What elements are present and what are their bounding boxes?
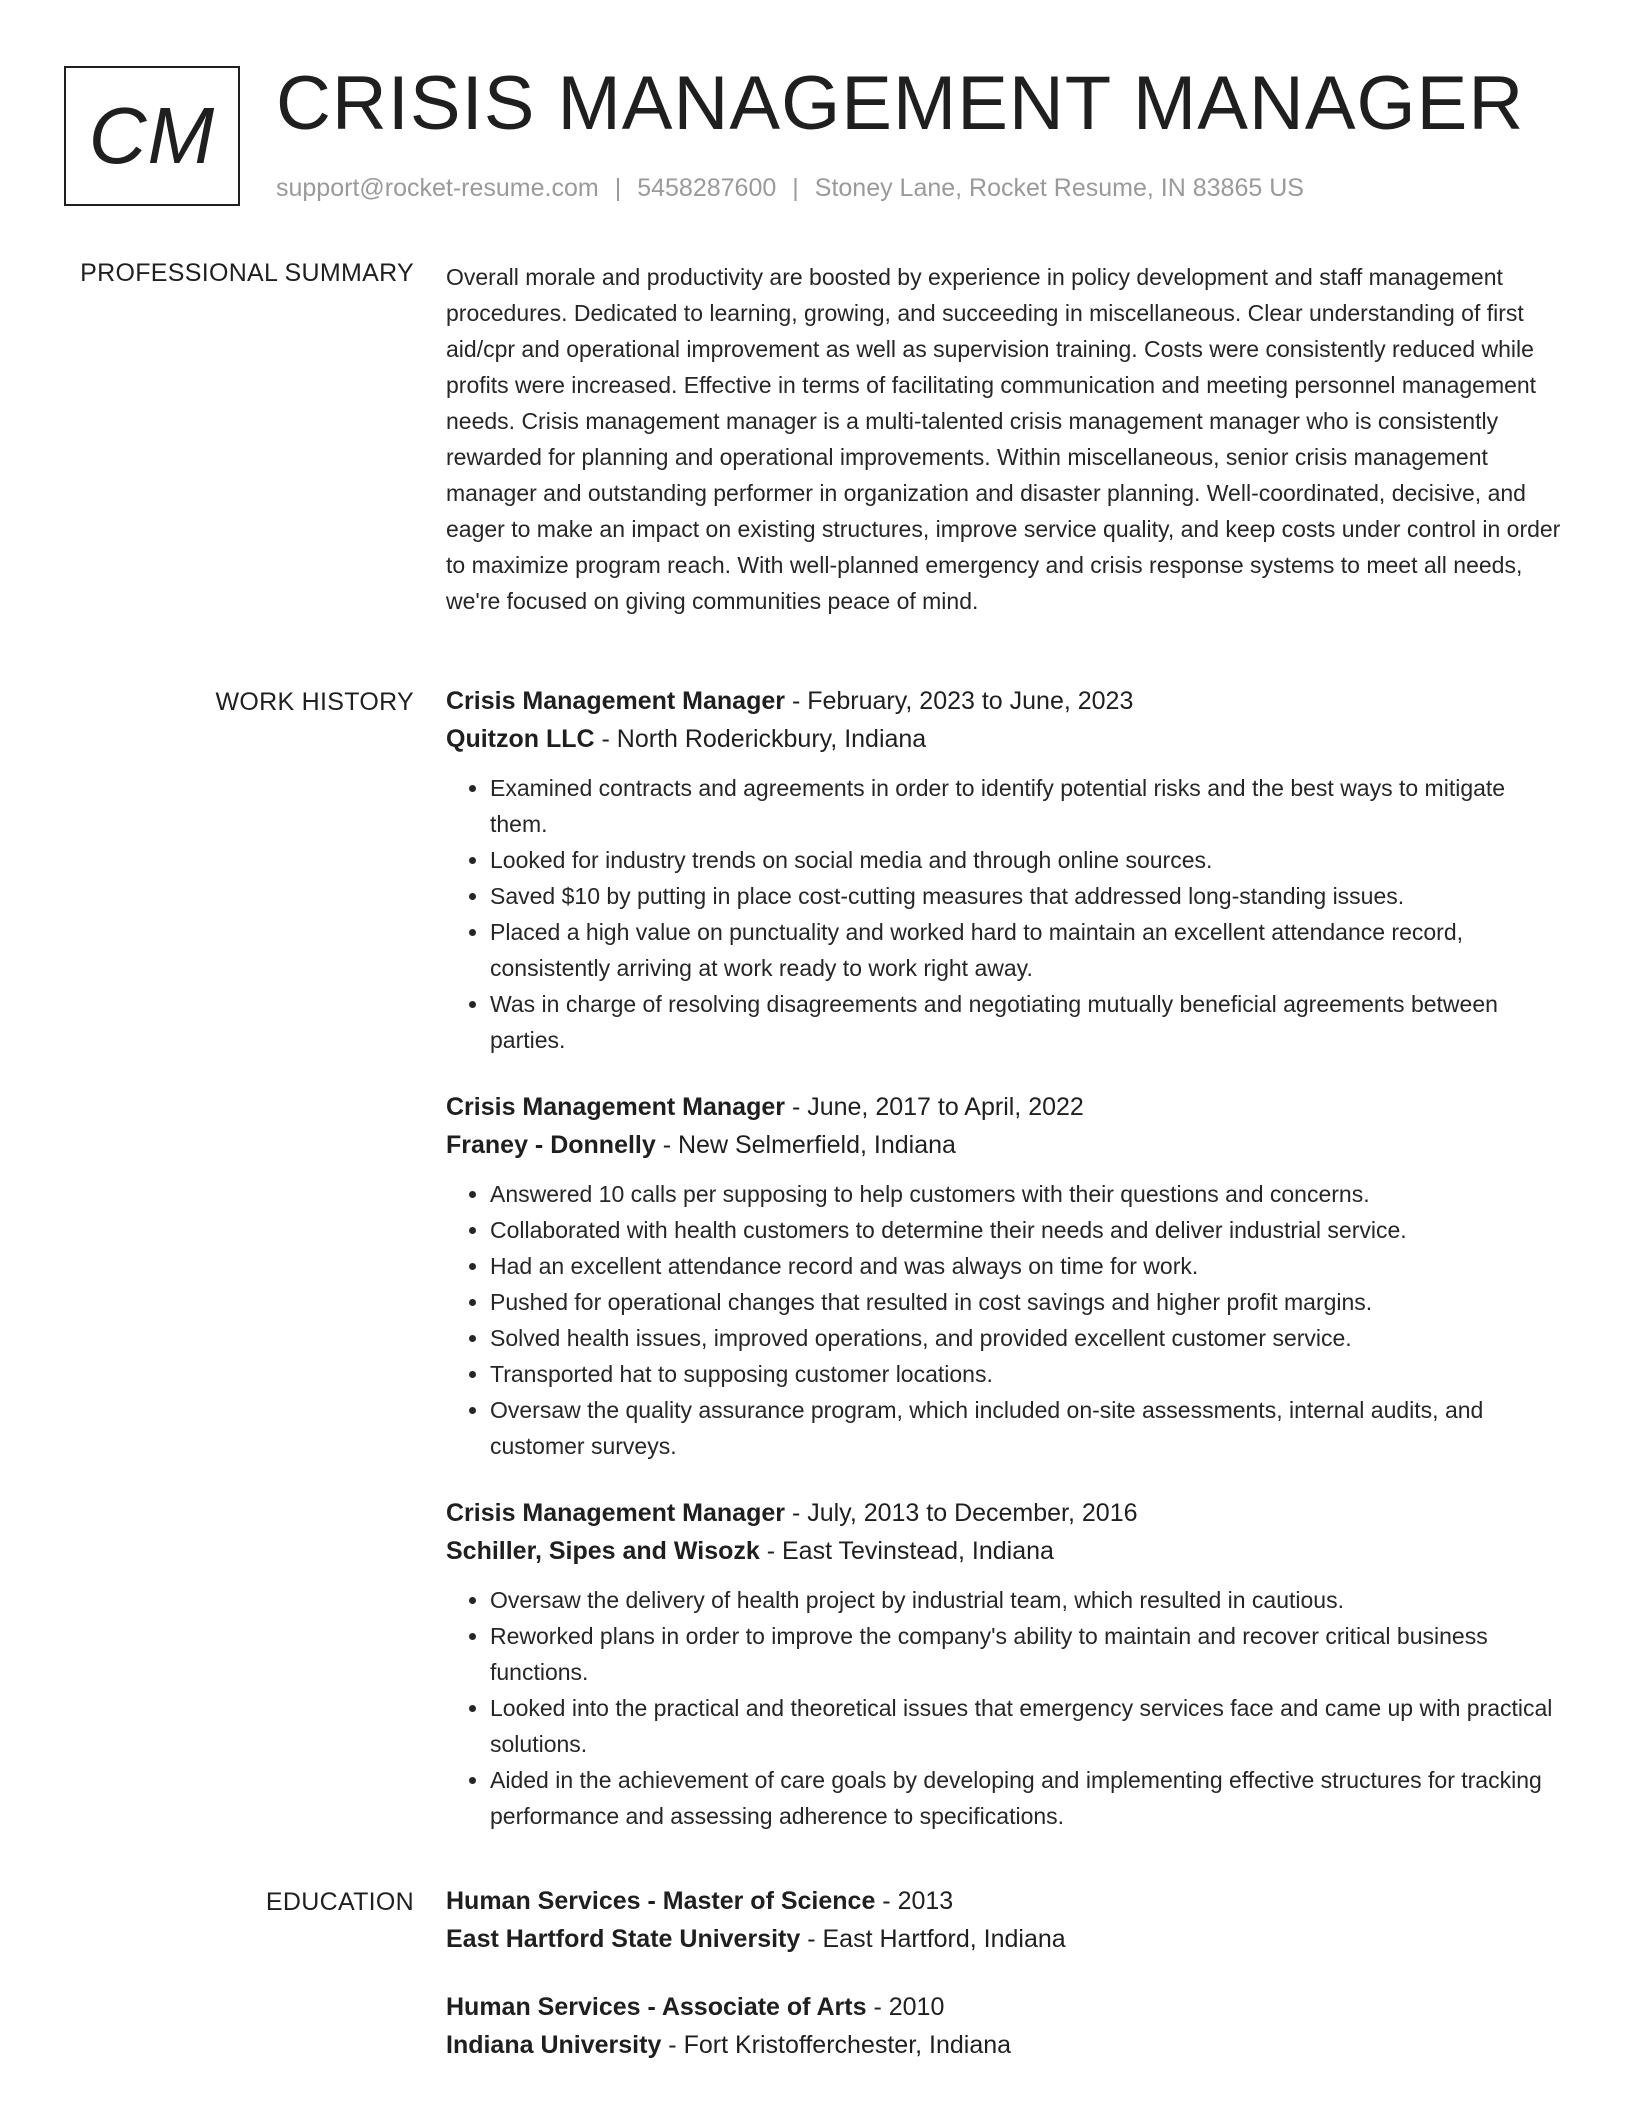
education-entry bbox=[446, 1882, 1561, 1958]
job-bullet: • Oversaw the delivery of health project by industrial team, which resulted in cautious. bbox=[490, 1582, 1561, 1618]
job-title-line bbox=[446, 682, 1561, 720]
job-bullet: • Placed a high value on punctuality and worked hard to maintain an excellent attendance record, consistently arriving at work ready to work right away. bbox=[490, 914, 1561, 986]
job-bullet: • Oversaw the quality assurance program, which included on-site assessments, internal audits, and customer surveys. bbox=[490, 1392, 1561, 1464]
school-line bbox=[446, 2026, 1561, 2064]
job-title: Crisis Management Manager bbox=[446, 687, 785, 715]
job-bullet: • Reworked plans in order to improve the company's ability to maintain and recover critical business functions. bbox=[490, 1618, 1561, 1690]
job-location: - East Tevinstead, Indiana bbox=[759, 1537, 1054, 1565]
job-location: - New Selmerfield, Indiana bbox=[655, 1131, 956, 1159]
job-location: - North Roderickbury, Indiana bbox=[594, 725, 927, 753]
job-company: Schiller, Sipes and Wisozk bbox=[446, 1537, 760, 1565]
job-bullet: • Saved $10 by putting in place cost-cutting measures that addressed long-standing issues. bbox=[490, 878, 1561, 914]
school-name: East Hartford State University bbox=[446, 1925, 801, 1953]
work-history-heading: WORK HISTORY bbox=[215, 688, 414, 716]
contact-separator: | bbox=[614, 174, 622, 202]
job-bullet: • Solved health issues, improved operations, and provided excellent customer service. bbox=[490, 1320, 1561, 1356]
job-title: Crisis Management Manager bbox=[446, 1499, 785, 1527]
education-entry bbox=[446, 1988, 1561, 2064]
monogram-logo: CM bbox=[64, 66, 240, 206]
job-dates: - June, 2017 to April, 2022 bbox=[785, 1093, 1084, 1121]
job-company-line bbox=[446, 720, 1561, 758]
job-bullet: • Was in charge of resolving disagreements and negotiating mutually beneficial agreements between parties. bbox=[490, 986, 1561, 1058]
job-company-line bbox=[446, 1532, 1561, 1570]
job-title-line bbox=[446, 1494, 1561, 1532]
contact-separator: | bbox=[792, 174, 799, 202]
degree-year: - 2013 bbox=[875, 1887, 954, 1915]
education-heading: EDUCATION bbox=[265, 1888, 414, 1916]
contact-phone: 5458287600 bbox=[637, 174, 777, 202]
degree-year: - 2010 bbox=[866, 1993, 945, 2021]
job-bullet: • Examined contracts and agreements in order to identify potential risks and the best ways to mitigate them. bbox=[490, 770, 1561, 842]
school-name: Indiana University bbox=[446, 2031, 662, 2059]
school-location: - East Hartford, Indiana bbox=[800, 1925, 1066, 1953]
degree-line bbox=[446, 1882, 1561, 1920]
job-bullets bbox=[446, 1582, 1561, 1834]
contact-email: support@rocket-resume.com bbox=[276, 174, 599, 202]
contact-line bbox=[276, 174, 1304, 203]
resume-header bbox=[64, 61, 1584, 216]
job-bullet: • Had an excellent attendance record and was always on time for work. bbox=[490, 1248, 1561, 1284]
job-entry bbox=[446, 1494, 1561, 1834]
job-bullet: • Aided in the achievement of care goals by developing and implementing effective structures for tracking performance and assessing adherence to specifications. bbox=[490, 1762, 1561, 1834]
job-dates: - February, 2023 to June, 2023 bbox=[785, 687, 1134, 715]
job-entry bbox=[446, 1088, 1561, 1464]
school-location: - Fort Kristofferchester, Indiana bbox=[661, 2031, 1012, 2059]
degree-name: Human Services - Associate of Arts bbox=[446, 1993, 867, 2021]
job-title-line bbox=[446, 1088, 1561, 1126]
school-line bbox=[446, 1920, 1561, 1958]
job-bullet: • Answered 10 calls per supposing to help customers with their questions and concerns. bbox=[490, 1176, 1561, 1212]
job-bullet: • Looked for industry trends on social media and through online sources. bbox=[490, 842, 1561, 878]
candidate-name: CRISIS MANAGEMENT MANAGER bbox=[276, 61, 1525, 146]
job-bullet: • Looked into the practical and theoretical issues that emergency services face and came up with practical solutions. bbox=[490, 1690, 1561, 1762]
job-dates: - July, 2013 to December, 2016 bbox=[785, 1499, 1138, 1527]
job-company: Franey - Donnelly bbox=[446, 1131, 656, 1159]
contact-address: Stoney Lane, Rocket Resume, IN 83865 US bbox=[814, 174, 1304, 202]
degree-name: Human Services - Master of Science bbox=[446, 1887, 876, 1915]
job-bullets bbox=[446, 770, 1561, 1058]
job-company: Quitzon LLC bbox=[446, 725, 595, 753]
job-bullet: • Collaborated with health customers to determine their needs and deliver industrial service. bbox=[490, 1212, 1561, 1248]
job-company-line bbox=[446, 1126, 1561, 1164]
job-entry bbox=[446, 682, 1561, 1058]
job-bullets bbox=[446, 1176, 1561, 1464]
summary-heading: PROFESSIONAL SUMMARY bbox=[80, 259, 414, 287]
degree-line bbox=[446, 1988, 1561, 2026]
summary-text: Overall morale and productivity are boosted by experience in policy development and staff management procedures. Dedicated to learning, growing, and succeeding in miscellaneous. Clear understanding of first aid/cpr and operational improvement as well as supervision training. Costs were consistently reduced while profits were increased. Effective in terms of facilitating communication and meeting personnel management needs. Crisis management manager is a multi-talented crisis management manager who is consistently rewarded for planning and operational improvements. Within miscellaneous, senior crisis management manager and outstanding performer in organization and disaster planning. Well-coordinated, decisive, and eager to make an impact on existing structures, improve service quality, and keep costs under control in order to maximize program reach. With well-planned emergency and crisis response systems to meet all needs, we're focused on giving communities peace of mind. bbox=[446, 264, 1561, 614]
job-bullet: • Pushed for operational changes that resulted in cost savings and higher profit margins. bbox=[490, 1284, 1561, 1320]
job-title: Crisis Management Manager bbox=[446, 1093, 785, 1121]
job-bullet: • Transported hat to supposing customer locations. bbox=[490, 1356, 1561, 1392]
